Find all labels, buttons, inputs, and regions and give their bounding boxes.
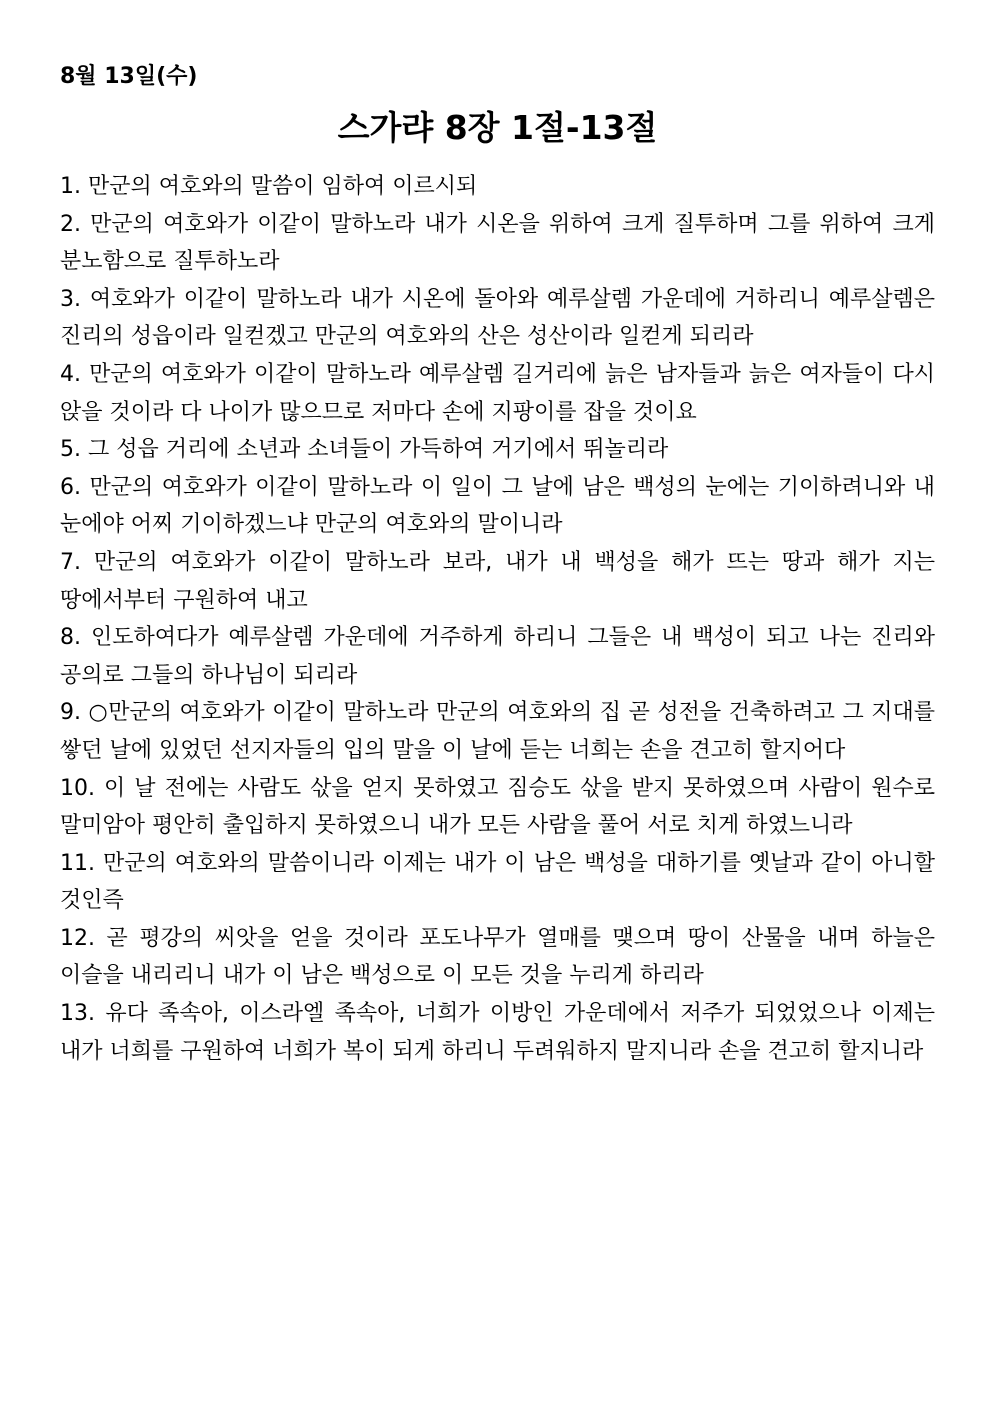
verse-5: 5. 그 성읍 거리에 소년과 소녀들이 가득하여 거기에서 뛰놀리라	[60, 437, 669, 463]
document-page	[60, 62, 935, 1070]
page-title: 스가랴 8장 1절-13절	[337, 108, 658, 147]
verse-2: 2. 만군의 여호와가 이같이 말하노라 내가 시온을 위하여 크게 질투하며 그를 위하여 크게 분노함으로 질투하노라	[60, 211, 935, 275]
verse-7: 7. 만군의 여호와가 이같이 말하노라 보라, 내가 내 백성을 해가 뜨는 땅과 해가 지는 땅에서부터 구원하여 내고	[60, 549, 935, 613]
verse-8: 8. 인도하여다가 예루살렘 가운데에 거주하게 하리니 그들은 내 백성이 되고 나는 진리와 공의로 그들의 하나님이 되리라	[60, 625, 935, 688]
verse-10: 10. 이 날 전에는 사람도 삯을 얻지 못하였고 짐승도 삯을 받지 못하였으며 사람이 원수로 말미암아 평안히 출입하지 못하였으니 내가 모든 사람을 풀어 서로 치게 하였느니라	[60, 775, 935, 839]
verse-9: 9. ○만군의 여호와가 이같이 말하노라 만군의 여호와의 집 곧 성전을 건축하려고 그 지대를 쌓던 날에 있었던 선지자들의 입의 말을 이 날에 듣는 너희는 손을 견고히 할지어다	[60, 700, 935, 763]
verse-11: 11. 만군의 여호와의 말씀이니라 이제는 내가 이 남은 백성을 대하기를 옛날과 같이 아니할 것인즉	[60, 850, 935, 914]
verse-12: 12. 곧 평강의 씨앗을 얻을 것이라 포도나무가 열매를 맺으며 땅이 산물을 내며 하늘은 이슬을 내리리니 내가 이 남은 백성으로 이 모든 것을 누리게 하리라	[60, 925, 935, 989]
verse-4: 4. 만군의 여호와가 이같이 말하노라 예루살렘 길거리에 늙은 남자들과 늙은 여자들이 다시 앉을 것이라 다 나이가 많으므로 저마다 손에 지팡이를 잡을 것이요	[60, 361, 935, 425]
verse-list	[60, 168, 935, 1070]
verse-6: 6. 만군의 여호와가 이같이 말하노라 이 일이 그 날에 남은 백성의 눈에는 기이하려니와 내 눈에야 어찌 기이하겠느냐 만군의 여호와의 말이니라	[60, 474, 935, 538]
verse-1: 1. 만군의 여호와의 말씀이 임하여 이르시되	[60, 174, 478, 199]
verse-3: 3. 여호와가 이같이 말하노라 내가 시온에 돌아와 예루살렘 가운데에 거하리니 예루살렘은 진리의 성읍이라 일컫겠고 만군의 여호와의 산은 성산이라 일컫게 되리라	[60, 286, 935, 350]
date-label: 8월 13일(수)	[60, 64, 198, 89]
verse-13: 13. 유다 족속아, 이스라엘 족속아, 너희가 이방인 가운데에서 저주가 되었었으나 이제는 내가 너희를 구원하여 너희가 복이 되게 하리니 두려워하지 말지니라 손을 견고히 할지니라	[60, 1001, 935, 1064]
